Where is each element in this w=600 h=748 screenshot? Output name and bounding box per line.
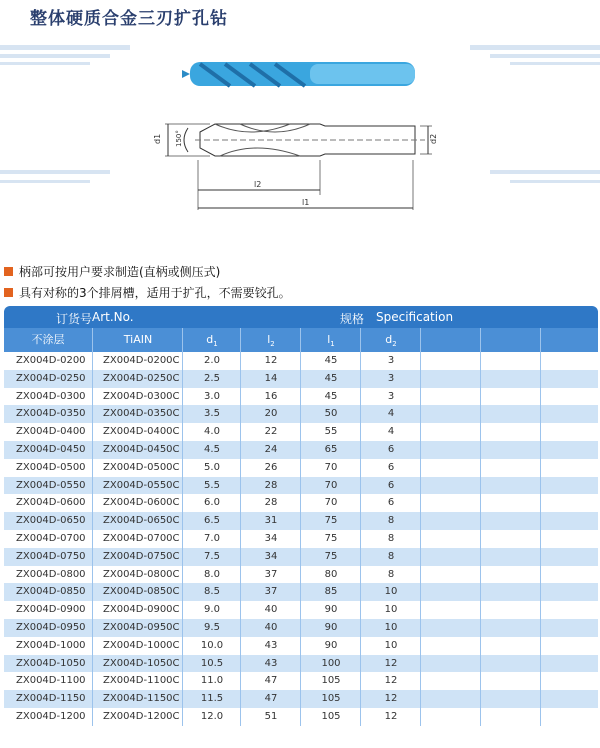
table-cell: 70 xyxy=(300,477,361,495)
table-cell: 34 xyxy=(240,548,301,566)
table-cell xyxy=(420,672,481,690)
table-cell xyxy=(420,441,481,459)
table-cell: 40 xyxy=(240,619,301,637)
table-cell xyxy=(420,655,481,673)
table-cell: ZX004D-1200 xyxy=(16,710,86,722)
table-cell xyxy=(480,708,541,726)
artno-label: Art.No. xyxy=(92,310,134,324)
table-row xyxy=(4,405,598,423)
table-cell: 90 xyxy=(300,601,361,619)
table-cell: ZX004D-0250 xyxy=(16,372,86,384)
table-cell xyxy=(480,441,541,459)
table-row xyxy=(4,637,598,655)
table-cell xyxy=(480,512,541,530)
table-cell: 3 xyxy=(360,370,421,388)
table-cell: 45 xyxy=(300,388,361,406)
col-d2: $d_2$ xyxy=(360,328,421,352)
table-cell: 10.0 xyxy=(182,637,241,655)
table-cell xyxy=(540,583,599,601)
table-cell: ZX004D-0850 xyxy=(16,586,86,598)
col-l1: $l_1$ xyxy=(300,328,361,352)
table-row xyxy=(4,494,598,512)
tool-illustration xyxy=(0,40,600,240)
feature-2: 具有对称的3个排屑槽，适用于扩孔，不需要铰孔。 xyxy=(4,284,291,301)
table-cell: 2.0 xyxy=(182,352,241,370)
table-cell: 12.0 xyxy=(182,708,241,726)
table-cell: ZX004D-0500C xyxy=(92,459,182,477)
table-cell xyxy=(420,690,481,708)
table-cell: ZX004D-0750C xyxy=(92,548,182,566)
table-cell: 4.5 xyxy=(182,441,241,459)
table-cell: ZX004D-1000C xyxy=(92,637,182,655)
drill-drawing xyxy=(165,124,432,210)
table-cell: 8 xyxy=(360,566,421,584)
table-row xyxy=(4,548,598,566)
table-cell: ZX004D-0200C xyxy=(92,352,182,370)
table-cell: ZX004D-1100 xyxy=(16,675,86,687)
table-cell xyxy=(540,370,599,388)
table-cell: 22 xyxy=(240,423,301,441)
feature-1: 柄部可按用户要求制造(直柄或侧压式) xyxy=(4,263,220,280)
table-cell: ZX004D-0800 xyxy=(16,568,86,580)
table-cell: ZX004D-0900 xyxy=(16,604,86,616)
table-cell: ZX004D-0950 xyxy=(16,621,86,633)
table-cell xyxy=(420,619,481,637)
table-cell: 10 xyxy=(360,619,421,637)
table-row xyxy=(4,388,598,406)
table-cell: 10 xyxy=(360,601,421,619)
d2-label: d2 xyxy=(429,133,438,144)
table-cell xyxy=(540,405,599,423)
bullet-icon xyxy=(4,288,13,297)
table-cell: 105 xyxy=(300,708,361,726)
table-cell: 37 xyxy=(240,566,301,584)
table-cell: ZX004D-1100C xyxy=(92,672,182,690)
table-cell: 70 xyxy=(300,459,361,477)
table-row xyxy=(4,690,598,708)
table-cell xyxy=(420,477,481,495)
table-cell xyxy=(540,441,599,459)
table-cell: 45 xyxy=(300,370,361,388)
table-cell: ZX004D-0350C xyxy=(92,405,182,423)
table-cell: 3 xyxy=(360,388,421,406)
table-cell: 85 xyxy=(300,583,361,601)
table-cell: 28 xyxy=(240,494,301,512)
table-cell xyxy=(420,583,481,601)
table-cell: ZX004D-0800C xyxy=(92,566,182,584)
table-cell xyxy=(420,566,481,584)
table-cell: 12 xyxy=(360,672,421,690)
table-cell: ZX004D-0950C xyxy=(92,619,182,637)
bullet-icon xyxy=(4,267,13,276)
table-cell: 6.5 xyxy=(182,512,241,530)
table-cell: 11.5 xyxy=(182,690,241,708)
table-cell: 20 xyxy=(240,405,301,423)
table-cell: 37 xyxy=(240,583,301,601)
table-cell: ZX004D-0600C xyxy=(92,494,182,512)
table-cell: 3 xyxy=(360,352,421,370)
table-cell: 26 xyxy=(240,459,301,477)
drill-photo xyxy=(182,62,415,86)
table-cell: ZX004D-1150 xyxy=(16,693,86,705)
table-cell: 5.5 xyxy=(182,477,241,495)
table-cell: ZX004D-1000 xyxy=(16,639,86,651)
table-cell: ZX004D-0400 xyxy=(16,426,86,438)
table-row xyxy=(4,352,598,370)
table-cell xyxy=(540,619,599,637)
table-cell xyxy=(480,690,541,708)
table-cell xyxy=(480,423,541,441)
table-cell xyxy=(540,459,599,477)
spec-label: 规格 xyxy=(340,312,365,326)
table-cell: ZX004D-0650 xyxy=(16,515,86,527)
table-row xyxy=(4,441,598,459)
table-cell: ZX004D-0300 xyxy=(16,390,86,402)
table-cell: 12 xyxy=(240,352,301,370)
table-cell: 12 xyxy=(360,708,421,726)
table-cell: 6 xyxy=(360,441,421,459)
table-cell xyxy=(540,512,599,530)
table-cell: ZX004D-0750 xyxy=(16,550,86,562)
table-cell xyxy=(420,388,481,406)
table-cell xyxy=(480,388,541,406)
table-cell: 8 xyxy=(360,530,421,548)
table-row xyxy=(4,655,598,673)
table-cell: 5.0 xyxy=(182,459,241,477)
table-cell xyxy=(480,655,541,673)
table-cell: 6 xyxy=(360,477,421,495)
table-cell xyxy=(420,512,481,530)
table-cell: 51 xyxy=(240,708,301,726)
table-cell: 8.0 xyxy=(182,566,241,584)
table-cell: 80 xyxy=(300,566,361,584)
col-tialn: TiAIN xyxy=(92,328,183,352)
table-cell: 75 xyxy=(300,530,361,548)
table-cell xyxy=(420,405,481,423)
table-cell: 43 xyxy=(240,637,301,655)
col-empty-1 xyxy=(420,328,481,352)
col-empty-2 xyxy=(480,328,541,352)
table-cell xyxy=(420,494,481,512)
table-cell: 31 xyxy=(240,512,301,530)
table-row xyxy=(4,708,598,726)
table-row xyxy=(4,619,598,637)
table-cell: ZX004D-0850C xyxy=(92,583,182,601)
table-cell: ZX004D-0550 xyxy=(16,479,86,491)
table-row xyxy=(4,672,598,690)
table-cell: ZX004D-0300C xyxy=(92,388,182,406)
table-cell: 12 xyxy=(360,655,421,673)
table-cell xyxy=(540,530,599,548)
col-uncoated: 不涂层 xyxy=(31,333,65,346)
table-cell: 3.5 xyxy=(182,405,241,423)
order-label: 订货号 xyxy=(56,312,93,326)
table-cell: 90 xyxy=(300,637,361,655)
table-row xyxy=(4,583,598,601)
table-cell: 8.5 xyxy=(182,583,241,601)
table-cell xyxy=(420,708,481,726)
table-cell: 12 xyxy=(360,690,421,708)
table-cell xyxy=(420,548,481,566)
table-cell: 2.5 xyxy=(182,370,241,388)
table-cell xyxy=(480,619,541,637)
table-cell: ZX004D-0250C xyxy=(92,370,182,388)
table-cell: 6 xyxy=(360,459,421,477)
table-cell: 4 xyxy=(360,405,421,423)
table-cell xyxy=(540,566,599,584)
table-cell: 28 xyxy=(240,477,301,495)
table-cell: ZX004D-0450 xyxy=(16,443,86,455)
table-cell: ZX004D-0500 xyxy=(16,461,86,473)
table-cell: 75 xyxy=(300,548,361,566)
table-cell: 11.0 xyxy=(182,672,241,690)
table-cell xyxy=(480,370,541,388)
table-cell: 8 xyxy=(360,548,421,566)
table-cell: 55 xyxy=(300,423,361,441)
table-cell xyxy=(420,637,481,655)
table-cell: 90 xyxy=(300,619,361,637)
table-row xyxy=(4,530,598,548)
table-cell xyxy=(420,370,481,388)
table-cell: 10.5 xyxy=(182,655,241,673)
table-cell xyxy=(540,601,599,619)
table-cell xyxy=(540,352,599,370)
table-cell: 45 xyxy=(300,352,361,370)
table-cell: 75 xyxy=(300,512,361,530)
table-cell: 47 xyxy=(240,672,301,690)
table-cell: 70 xyxy=(300,494,361,512)
table-cell xyxy=(480,583,541,601)
table-row xyxy=(4,423,598,441)
table-row xyxy=(4,601,598,619)
table-cell: ZX004D-0600 xyxy=(16,497,86,509)
table-cell: 7.5 xyxy=(182,548,241,566)
table-row xyxy=(4,370,598,388)
table-cell: 105 xyxy=(300,690,361,708)
table-header-columns xyxy=(4,328,598,352)
table-cell: ZX004D-1150C xyxy=(92,690,182,708)
table-cell xyxy=(480,405,541,423)
col-d1: $d_1$ xyxy=(182,328,241,352)
table-cell xyxy=(480,530,541,548)
table-cell: 14 xyxy=(240,370,301,388)
table-cell: 47 xyxy=(240,690,301,708)
table-cell xyxy=(540,548,599,566)
table-cell xyxy=(420,530,481,548)
table-cell xyxy=(420,423,481,441)
table-cell: 40 xyxy=(240,601,301,619)
table-cell: 43 xyxy=(240,655,301,673)
table-cell: 50 xyxy=(300,405,361,423)
table-cell: 7.0 xyxy=(182,530,241,548)
table-cell: ZX004D-0400C xyxy=(92,423,182,441)
table-cell xyxy=(480,459,541,477)
table-cell xyxy=(540,690,599,708)
table-cell xyxy=(540,494,599,512)
table-cell: 4 xyxy=(360,423,421,441)
table-cell: 6.0 xyxy=(182,494,241,512)
angle-label: 150° xyxy=(175,130,183,147)
table-cell: 24 xyxy=(240,441,301,459)
table-cell xyxy=(540,672,599,690)
table-cell xyxy=(480,566,541,584)
table-cell xyxy=(480,548,541,566)
table-cell xyxy=(420,601,481,619)
table-cell xyxy=(480,352,541,370)
table-cell: 16 xyxy=(240,388,301,406)
table-cell: 10 xyxy=(360,637,421,655)
table-cell xyxy=(540,423,599,441)
l2-label: l2 xyxy=(254,180,262,189)
table-cell: ZX004D-0200 xyxy=(16,355,86,366)
table-cell: 9.5 xyxy=(182,619,241,637)
table-cell: 3.0 xyxy=(182,388,241,406)
table-cell: ZX004D-0350 xyxy=(16,408,86,420)
table-cell: ZX004D-0650C xyxy=(92,512,182,530)
table-cell xyxy=(480,601,541,619)
table-cell xyxy=(540,477,599,495)
table-cell xyxy=(540,388,599,406)
table-cell: 105 xyxy=(300,672,361,690)
table-cell xyxy=(420,352,481,370)
table-cell: 65 xyxy=(300,441,361,459)
table-cell: 6 xyxy=(360,494,421,512)
table-cell xyxy=(540,655,599,673)
table-cell: ZX004D-0450C xyxy=(92,441,182,459)
col-empty-3 xyxy=(540,328,599,352)
table-cell: 100 xyxy=(300,655,361,673)
table-row xyxy=(4,477,598,495)
page-title: 整体硬质合金三刃扩孔钻 xyxy=(30,9,228,29)
d1-label: d1 xyxy=(153,133,162,144)
table-cell: 8 xyxy=(360,512,421,530)
table-body xyxy=(4,352,598,726)
table-row xyxy=(4,459,598,477)
table-cell xyxy=(480,477,541,495)
table-cell: ZX004D-1200C xyxy=(92,708,182,726)
table-cell: 10 xyxy=(360,583,421,601)
table-row xyxy=(4,566,598,584)
l1-label: l1 xyxy=(302,198,310,207)
table-cell: ZX004D-0700C xyxy=(92,530,182,548)
table-cell xyxy=(480,672,541,690)
table-cell xyxy=(480,637,541,655)
table-cell: ZX004D-0550C xyxy=(92,477,182,495)
table-header-primary xyxy=(4,306,598,328)
table-row xyxy=(4,512,598,530)
table-cell xyxy=(540,708,599,726)
col-l2: $l_2$ xyxy=(240,328,301,352)
table-cell xyxy=(540,637,599,655)
table-cell xyxy=(480,494,541,512)
table-cell: 9.0 xyxy=(182,601,241,619)
table-cell: ZX004D-1050C xyxy=(92,655,182,673)
table-cell: ZX004D-0700 xyxy=(16,532,86,544)
table-cell: 34 xyxy=(240,530,301,548)
table-cell xyxy=(420,459,481,477)
table-cell: 4.0 xyxy=(182,423,241,441)
specification-label: Specification xyxy=(376,310,454,324)
table-cell: ZX004D-1050 xyxy=(16,657,86,669)
table-cell: ZX004D-0900C xyxy=(92,601,182,619)
spec-table xyxy=(4,306,598,726)
